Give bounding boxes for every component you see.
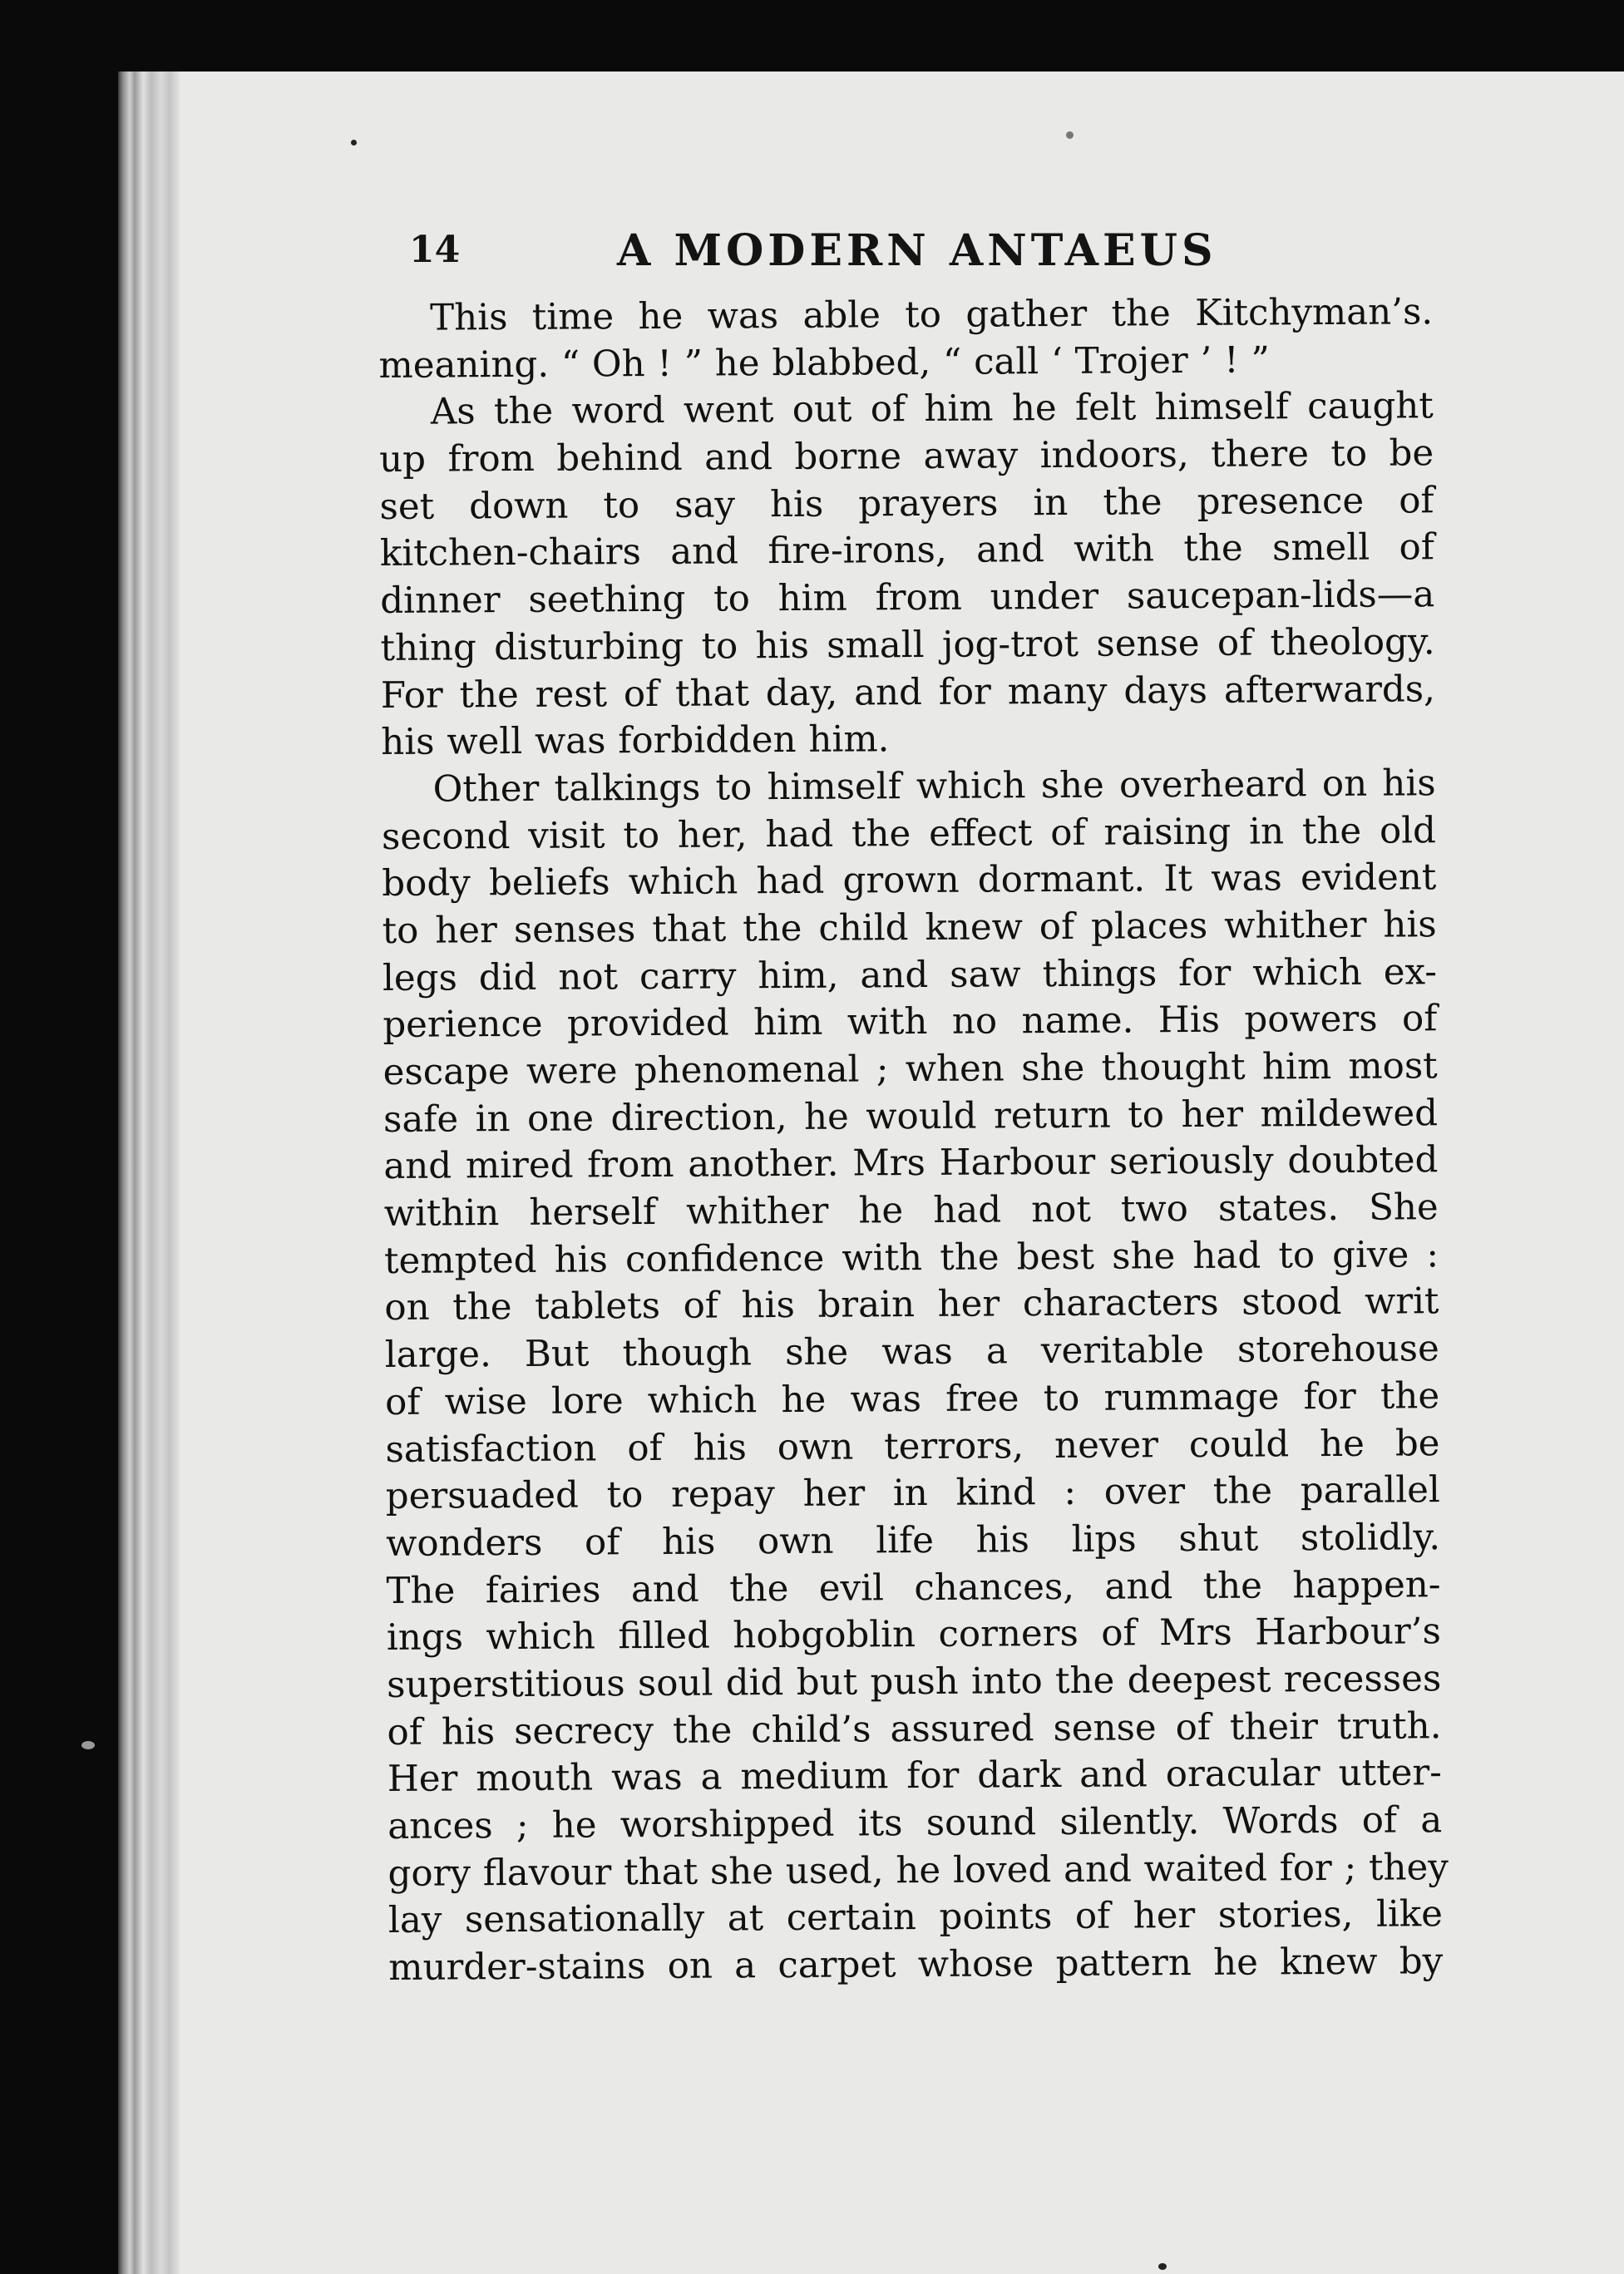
text-line: and mired from another. Mrs Harbour seriously doubted: [383, 1139, 1439, 1188]
text-line: ings which filled hobgoblin corners of Mrs Harbour’s: [386, 1611, 1441, 1660]
running-title: A MODERN ANTAEUS: [617, 225, 1217, 276]
dust-speck: [1158, 2263, 1167, 2270]
book-gutter: [118, 72, 180, 2274]
dust-speck: [1066, 131, 1074, 139]
text-line: safe in one direction, he would return to her mildewed: [383, 1092, 1439, 1141]
text-line: This time he was able to gather the Kitchyman’s.: [430, 291, 1434, 339]
text-line: For the rest of that day, and for many days afterwards,: [380, 668, 1436, 717]
text-line: second visit to her, had the effect of raising in the old: [381, 809, 1437, 858]
text-line: satisfaction of his own terrors, never could he be: [385, 1422, 1440, 1471]
text-line: superstitious soul did but push into the deepest recesses: [387, 1658, 1442, 1706]
page-number: 14: [409, 229, 461, 271]
text-line: persuaded to repay her in kind : over the parallel: [385, 1469, 1440, 1518]
text-line: body beliefs which had grown dormant. It was evident: [382, 856, 1437, 905]
text-line: set down to say his prayers in the presence of: [379, 480, 1434, 528]
text-line: of wise lore which he was free to rummage for the: [384, 1375, 1440, 1423]
text-line: ances ; he worshipped its sound silently. Words of a: [387, 1799, 1443, 1847]
text-line: gory flavour that she used, he loved and waited for ; they: [387, 1846, 1449, 1895]
text-line: his well was forbidden him.: [381, 718, 890, 764]
text-line: to her senses that the child knew of places whither his: [382, 904, 1437, 952]
text-line: Her mouth was a medium for dark and oracular utter-: [387, 1752, 1443, 1801]
text-line: As the word went out of him he felt himself caught: [430, 385, 1434, 433]
body-text: [378, 289, 1449, 1991]
text-line: The fairies and the evil chances, and the happen-: [386, 1563, 1441, 1612]
running-head: [409, 225, 1241, 287]
text-line: up from behind and borne away indoors, there to be: [379, 432, 1434, 481]
text-line: meaning. “ Oh ! ” he blabbed, “ call ‘ Trojer ’ ! ”: [378, 339, 1270, 387]
text-line: on the tablets of his brain her characters stood writ: [384, 1280, 1439, 1329]
text-line: dinner seething to him from under saucepan-lids—a: [380, 574, 1435, 623]
text-line: thing disturbing to his small jog-trot sense of theology.: [380, 621, 1435, 669]
text-line: lay sensationally at certain points of her stories, like: [387, 1893, 1444, 1942]
text-line: legs did not carry him, and saw things for which ex-: [382, 950, 1438, 999]
text-line: tempted his confidence with the best she had to give :: [383, 1233, 1439, 1282]
text-line: large. But though she was a veritable storehouse: [384, 1328, 1439, 1377]
dust-speck: [351, 140, 357, 146]
text-line: wonders of his own life his lips shut stolidly.: [386, 1517, 1441, 1565]
text-line: kitchen-chairs and fire-irons, and with the smell of: [379, 526, 1435, 575]
text-line: Other talkings to himself which she overheard on his: [432, 762, 1436, 811]
text-line: within herself whither he had not two states. She: [383, 1186, 1439, 1236]
text-line: murder-stains on a carpet whose pattern he knew by: [388, 1941, 1444, 1990]
text-line: perience provided him with no name. His powers of: [383, 998, 1438, 1047]
text-line: escape were phenomenal ; when she thought him most: [383, 1045, 1438, 1093]
dust-speck: [81, 1741, 95, 1749]
text-line: of his secrecy the child’s assured sense of their truth.: [387, 1704, 1442, 1754]
